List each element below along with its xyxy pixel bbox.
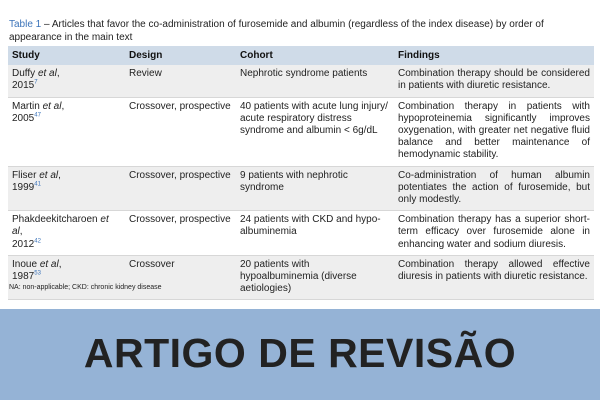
column-header-findings: Findings bbox=[394, 46, 594, 65]
findings-cell: Combination therapy in patients with hypoproteinemia significantly improves oxygenation, with greater net negative fluid balance and better maintenance of hemodynamic stability. bbox=[394, 97, 594, 166]
study-cell: Inoue et al, 1987$^{53}$ bbox=[8, 255, 125, 300]
reference-link[interactable]: 41 bbox=[34, 181, 41, 188]
table-row bbox=[8, 255, 594, 300]
column-header-design: Design bbox=[125, 46, 236, 65]
study-year: 2015 bbox=[12, 80, 35, 92]
study-author: Inoue bbox=[12, 258, 40, 270]
study-cell: Fliser et al, 1999$^{41}$ bbox=[8, 166, 125, 211]
study-cell: Martin et al, 2005$^{47}$ bbox=[8, 97, 125, 166]
cohort-cell: Nephrotic syndrome patients bbox=[236, 65, 394, 97]
study-etal: et al bbox=[39, 258, 59, 270]
findings-cell: Combination therapy allowed effective diuresis in patients with diuretic resistance. bbox=[394, 255, 594, 300]
studies-table bbox=[8, 46, 594, 300]
table-footnote: NA: non-applicable; CKD: chronic kidney disease bbox=[9, 284, 162, 291]
study-year: 1999 bbox=[12, 181, 35, 193]
study-year: 2012 bbox=[12, 238, 35, 250]
study-cell: Duffy et al, 2015$^7$ bbox=[8, 65, 125, 97]
findings-cell: Co-administration of human albumin potentiates the action of furosemide, but only modestly. bbox=[394, 166, 594, 211]
study-author: Phakdeekitcharoen bbox=[12, 214, 101, 226]
findings-cell: Combination therapy has a superior short-term efficacy over furosemide alone in enhancing water and sodium diuresis. bbox=[394, 211, 594, 256]
design-cell: Crossover, prospective bbox=[125, 97, 236, 166]
study-author: Martin bbox=[12, 100, 43, 112]
study-etal: et al bbox=[42, 100, 62, 112]
findings-cell: Combination therapy should be considered in patients with diuretic resistance. bbox=[394, 65, 594, 97]
study-etal: et al bbox=[39, 169, 59, 181]
reference-link[interactable]: 42 bbox=[34, 238, 41, 245]
reference-link[interactable]: 53 bbox=[34, 270, 41, 277]
study-etal: et al bbox=[12, 214, 109, 238]
reference-link[interactable]: 7 bbox=[34, 80, 38, 87]
study-cell: Phakdeekitcharoen et al, 2012$^{42}$ bbox=[8, 211, 125, 256]
column-header-study: Study bbox=[8, 46, 125, 65]
table-row bbox=[8, 65, 594, 97]
design-cell: Crossover bbox=[125, 255, 236, 300]
table-row bbox=[8, 211, 594, 256]
study-year: 1987 bbox=[12, 271, 35, 283]
table-number: Table 1 bbox=[9, 19, 42, 30]
cohort-cell: 40 patients with acute lung injury/ acute respiratory distress syndrome and albumin < 6g/dL bbox=[236, 97, 394, 166]
reference-link[interactable]: 47 bbox=[34, 112, 41, 119]
study-author: Duffy bbox=[12, 68, 38, 80]
column-header-cohort: Cohort bbox=[236, 46, 394, 65]
study-author: Fliser bbox=[12, 169, 40, 181]
cohort-cell: 20 patients with hypoalbuminemia (diverse aetiologies) bbox=[236, 255, 394, 300]
banner-title: ARTIGO DE REVISÃO bbox=[83, 330, 517, 376]
table-header-row bbox=[8, 46, 594, 65]
study-year: 2005 bbox=[12, 112, 35, 124]
table-row bbox=[8, 166, 594, 211]
table-caption-text: – Articles that favor the co-administration of furosemide and albumin (regardless of the index disease) by order of appearance in the main text bbox=[9, 19, 544, 43]
cohort-cell: 24 patients with CKD and hypo-albuminemia bbox=[236, 211, 394, 256]
study-etal: et al bbox=[37, 68, 57, 80]
table-caption bbox=[9, 19, 593, 44]
cohort-cell: 9 patients with nephrotic syndrome bbox=[236, 166, 394, 211]
design-cell: Crossover, prospective bbox=[125, 211, 236, 256]
table-row bbox=[8, 97, 594, 166]
design-cell: Crossover, prospective bbox=[125, 166, 236, 211]
design-cell: Review bbox=[125, 65, 236, 97]
